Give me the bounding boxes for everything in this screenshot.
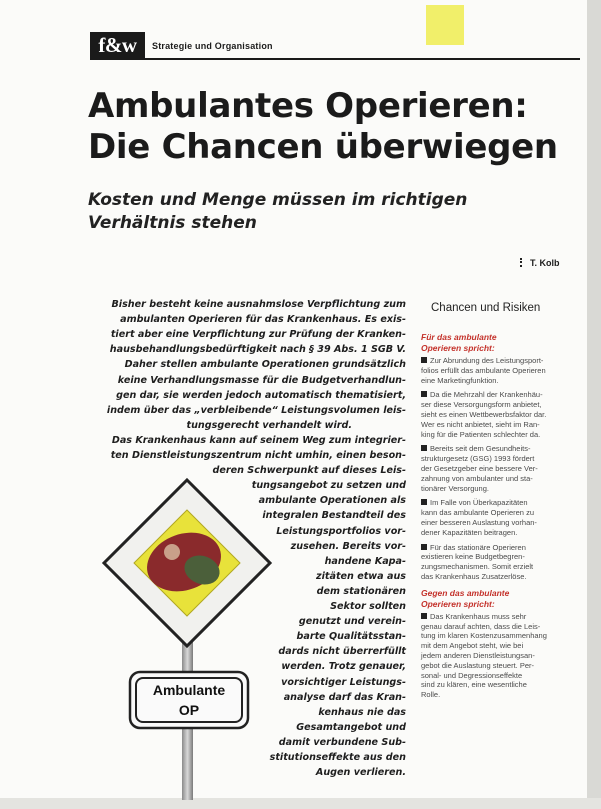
sidebar-item-text: Rolle. xyxy=(421,690,441,700)
sidebar-item-text: zungsmechanismen. Somit erzielt xyxy=(421,562,534,572)
sidebar-item-line xyxy=(421,622,577,632)
lead-line: deren Schwerpunkt auf dieses Leis- xyxy=(212,465,406,477)
sidebar-item-line xyxy=(421,671,577,681)
sidebar-item-line xyxy=(421,420,577,430)
sidebar-subheading: Gegen das ambulante xyxy=(421,587,510,598)
lead-line: barte Qualitätsstan- xyxy=(296,631,406,643)
lead-line: Augen verlieren. xyxy=(315,767,406,779)
sign-text-line2: OP xyxy=(178,702,200,718)
article-subtitle: Kosten und Menge müssen im richtigen Verhältnis stehen xyxy=(88,190,468,233)
road-sign-illustration xyxy=(92,470,292,800)
sidebar-item-line xyxy=(421,376,577,386)
sidebar-item-text: Zur Abrundung des Leistungsport- xyxy=(430,356,544,365)
lead-line: dards nicht überrerfüllt xyxy=(278,646,406,658)
sidebar-subheading: Für das ambulante xyxy=(421,332,497,342)
lead-line: keine Verhandlungsmasse für die Budgetverhandlun- xyxy=(117,374,406,386)
sidebar-item-line xyxy=(421,400,577,410)
sidebar-item-text: tionärer Versorgung. xyxy=(421,483,489,493)
sidebar-item-text: Wer es nicht anbietet, sieht im Ran- xyxy=(421,419,540,429)
section-label: Strategie und Organisation xyxy=(152,41,273,51)
header-rule xyxy=(90,58,580,60)
sidebar-item-line xyxy=(421,661,577,671)
lead-line: analyse darf das Kran- xyxy=(283,691,406,703)
sidebar-item-line xyxy=(421,641,577,651)
lead-line: zusehen. Bereits vor- xyxy=(290,540,406,552)
sidebar-item-text: kann das ambulante Operieren zu xyxy=(421,508,534,518)
sidebar-item-line xyxy=(421,454,577,464)
lead-line: tungsangebot zu setzen und xyxy=(251,480,406,492)
sidebar-item-line xyxy=(421,651,577,661)
brand-logo: f&w xyxy=(90,32,145,58)
sidebar-item-line xyxy=(421,518,577,528)
lead-line: ambulante Operationen als xyxy=(258,495,406,507)
sidebar-item-line xyxy=(421,366,577,376)
sidebar-item-text: eine Marketingfunktion. xyxy=(421,375,499,385)
sidebar-item-text: gebot die Auslastung steuert. Per- xyxy=(421,660,534,670)
sidebar-item-text: sonal- und Degressionseffekte xyxy=(421,670,523,680)
bullet-square-icon xyxy=(421,445,427,451)
bullet-square-icon xyxy=(421,544,427,550)
sidebar-item-text: sieht es einen Wettbewerbsfaktor dar. xyxy=(421,410,547,419)
sidebar-item-line xyxy=(421,690,577,700)
sticky-note xyxy=(426,5,464,45)
lead-line: zitäten etwa aus xyxy=(316,570,406,582)
sidebar-item-text: zahnung von ambulanter und sta- xyxy=(421,473,533,483)
sidebar-box xyxy=(417,290,580,780)
lead-line: Das Krankenhaus kann auf seinem Weg zum integrier- xyxy=(111,434,406,446)
sidebar-item-line xyxy=(421,631,577,641)
sidebar-item-line xyxy=(421,474,577,484)
lead-line: stitutionseffekte aus den xyxy=(269,752,406,763)
author-name: T. Kolb xyxy=(530,258,560,268)
sidebar-item-text: existieren keine Budgetbegren- xyxy=(421,552,525,562)
lead-line: Daher stellen ambulante Operationen grundsätzlich xyxy=(124,359,406,371)
sidebar-title: Chancen und Risiken xyxy=(431,302,541,314)
lead-line: handene Kapa- xyxy=(324,555,406,567)
sidebar-item-line xyxy=(421,390,577,400)
sidebar-item-text: einer besseren Auslastung vorhan- xyxy=(421,518,537,527)
bullet-square-icon xyxy=(421,613,427,619)
sidebar-item-text: king für die Patienten schlechter da. xyxy=(421,429,541,439)
sidebar-item-line xyxy=(421,464,577,474)
lead-line: tungsgerecht verhandelt wird. xyxy=(186,419,352,431)
sidebar-item-text: dener Kapazitäten beitragen. xyxy=(421,527,518,537)
sidebar-item-line xyxy=(421,444,577,454)
lead-line: damit verbundene Sub- xyxy=(278,736,406,748)
sidebar-item-text: ser diese Versorgungsform anbietet, xyxy=(421,400,542,410)
lead-line: hausbehandlungsbedürftigkeit nach § 39 Abs. 1 SGB V. xyxy=(109,344,406,356)
lead-line: Sektor sollten xyxy=(330,601,406,612)
sidebar-item-text: Im Falle von Überkapazitäten xyxy=(430,498,528,508)
sidebar-subheading: Operieren spricht: xyxy=(421,598,495,609)
lead-line: gen dar, sie werden jedoch automatisch thematisiert, xyxy=(116,389,406,401)
lead-line: vorsichtiger Leistungs- xyxy=(281,676,406,688)
sidebar-item-text: sind zu klären, eine wesentliche xyxy=(421,680,527,690)
lead-line: indem über das „verbleibende“ Leistungsvolumen leis- xyxy=(106,404,406,416)
sidebar-item-line xyxy=(421,572,577,582)
sidebar-item-text: strukturgesetz (GSG) 1993 fördert xyxy=(421,454,535,464)
lead-line: werden. Trotz genauer, xyxy=(281,661,406,673)
lead-line: ten Dienstleistungszentrum nicht umhin, einen beson- xyxy=(110,450,406,461)
article-title: Ambulantes Operieren: Die Chancen überwiegen xyxy=(88,86,558,167)
lead-line: Bisher besteht keine ausnahmslose Verpflichtung zum xyxy=(111,299,406,310)
sidebar-item-text: der Gesetzgeber eine bessere Ver- xyxy=(421,464,538,473)
bullet-square-icon xyxy=(421,357,427,363)
sidebar-item-text: mit dem Angebot steht, wie bei xyxy=(421,641,524,651)
sidebar-item-line xyxy=(421,484,577,494)
bullet-square-icon xyxy=(421,499,427,505)
sidebar-subheading: Operieren spricht: xyxy=(421,343,495,353)
sidebar-item-line xyxy=(421,680,577,690)
sidebar-item-text: genau darauf achten, dass die Leis- xyxy=(421,621,541,631)
sidebar-item-line xyxy=(421,562,577,572)
sidebar-item-text: Für das stationäre Operieren xyxy=(430,542,526,552)
lead-line: Gesamtangebot und xyxy=(296,721,406,733)
sidebar-item-line xyxy=(421,410,577,420)
sidebar-item-line xyxy=(421,528,577,538)
lead-line: ambulanten Operieren für das Krankenhaus. Es exis- xyxy=(120,314,406,326)
lead-line: integralen Bestandteil des xyxy=(262,510,406,522)
lead-line: Leistungsportfolios vor- xyxy=(276,525,406,537)
sidebar-item-text: jedem anderen Dienstleistungsan- xyxy=(421,651,535,660)
sidebar-item-text: Bereits seit dem Gesundheits- xyxy=(430,444,531,454)
sidebar-item-text: folios erfüllt das ambulante Operieren xyxy=(421,365,546,375)
sidebar-item-text: Das Krankenhaus muss sehr xyxy=(430,611,527,621)
byline-marker xyxy=(520,258,525,267)
sidebar-item-line xyxy=(421,356,577,366)
sidebar-item-text: das Krankenhaus Zusatzerlöse. xyxy=(421,572,527,581)
sidebar-item-text: Da die Mehrzahl der Krankenhäu- xyxy=(430,390,543,400)
sidebar-item-line xyxy=(421,498,577,508)
lead-line: dem stationären xyxy=(316,585,406,597)
lead-line: tiert aber eine Verpflichtung zur Prüfung der Kranken- xyxy=(110,329,406,341)
sidebar-item-line xyxy=(421,612,577,622)
lead-line: kenhaus nie das xyxy=(318,706,406,718)
lead-line: genutzt und verein- xyxy=(298,616,406,628)
sidebar-item-line xyxy=(421,552,577,562)
sidebar-item-line xyxy=(421,430,577,440)
bullet-square-icon xyxy=(421,391,427,397)
sidebar-item-text: tung im klaren Kostenzusammenhang xyxy=(421,631,547,641)
sidebar-item-line xyxy=(421,543,577,553)
author-byline xyxy=(520,258,560,268)
sign-text-line1: Ambulante xyxy=(152,682,226,698)
sidebar-item-line xyxy=(421,508,577,518)
